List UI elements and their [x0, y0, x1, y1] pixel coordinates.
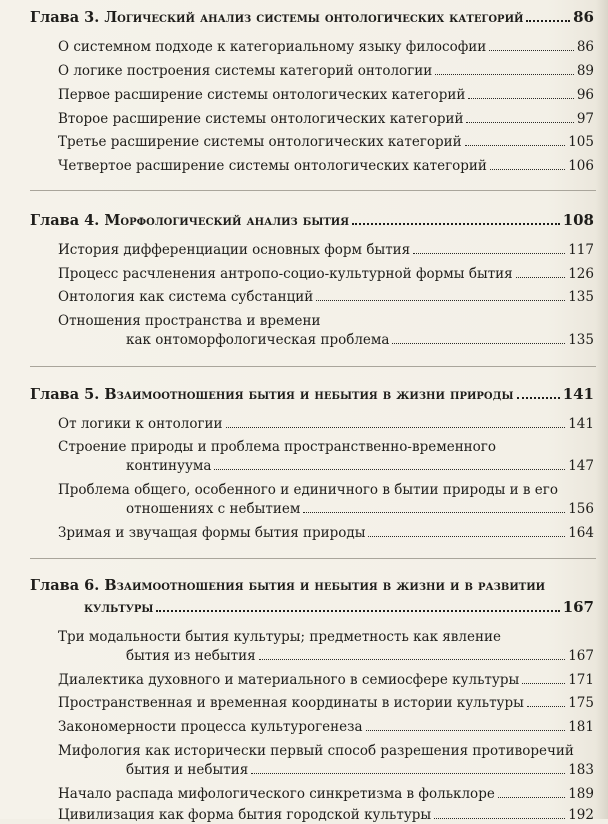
chapter-5-page: 141 — [562, 385, 594, 403]
toc-entry[interactable]: Четвертое расширение системы онтологических категорий 106 — [58, 158, 594, 174]
toc-entry[interactable]: От логики к онтологии 141 — [58, 416, 594, 432]
toc-entry[interactable]: Процесс расчленения антропо-социо-культурной формы бытия 126 — [58, 266, 594, 282]
section-divider — [30, 558, 596, 559]
leader-dots — [214, 469, 565, 470]
section-divider — [30, 190, 596, 191]
chapter-6-title-line1[interactable]: Глава 6. Взаимоотношения бытия и небытия в жизни и в развитии — [30, 577, 546, 594]
chapter-3-page: 86 — [573, 8, 594, 26]
toc-entry-line1[interactable]: Мифология как исторически первый способ разрешения противоречий — [58, 743, 574, 759]
chapter-4-page: 108 — [562, 211, 594, 229]
leader-dots — [435, 74, 574, 75]
chapter-6-title-line2: культуры — [84, 599, 154, 616]
leader-dots — [303, 512, 565, 513]
toc-entry[interactable]: Начало распада мифологического синкретизма в фольклоре 189 — [58, 786, 594, 802]
chapter-6-heading[interactable] — [84, 598, 594, 617]
toc-entry-line1[interactable]: Отношения пространства и времени — [58, 313, 321, 329]
toc-entry-line1[interactable]: Проблема общего, особенного и единичного в бытии природы и в его — [58, 482, 558, 498]
toc-entry[interactable]: бытия из небытия 167 — [126, 648, 594, 664]
toc-entry[interactable]: бытия и небытия 183 — [126, 762, 594, 778]
leader-dots — [368, 536, 565, 537]
leader-dots — [366, 730, 566, 731]
chapter-3-heading[interactable] — [30, 8, 594, 27]
leader-dots — [465, 145, 566, 146]
toc-entry[interactable]: История дифференциации основных форм бытия 117 — [58, 242, 594, 258]
leader-dots — [516, 277, 566, 278]
leader-dots — [392, 343, 565, 344]
chapter-4-title: Глава 4. Морфологический анализ бытия — [30, 212, 350, 229]
chapter-5-title: Глава 5. Взаимоотношения бытия и небытия в жизни природы — [30, 386, 514, 403]
toc-entry[interactable]: О системном подходе к категориальному языку философии 86 — [58, 39, 594, 55]
leader-dots — [316, 300, 565, 301]
chapter-3-title: Глава 3. Логический анализ системы онтологических категорий — [30, 9, 524, 26]
leader-dots — [413, 253, 565, 254]
toc-entry[interactable]: Зримая и звучащая формы бытия природы 164 — [58, 525, 594, 541]
toc-entry[interactable]: Онтология как система субстанций 135 — [58, 289, 594, 305]
toc-entry[interactable]: О логике построения системы категорий онтологии 89 — [58, 63, 594, 79]
toc-entry[interactable]: Первое расширение системы онтологических категорий 96 — [58, 87, 594, 103]
toc-entry[interactable]: Пространственная и временная координаты в истории культуры 175 — [58, 695, 594, 711]
toc-entry[interactable]: Закономерности процесса культурогенеза 181 — [58, 719, 594, 735]
toc-entry[interactable]: Цивилизация как форма бытия городской культуры 192 — [58, 807, 594, 823]
leader-dots — [489, 50, 574, 51]
leader-dots — [526, 20, 570, 22]
leader-dots — [352, 223, 560, 225]
toc-entry[interactable]: отношениях с небытием 156 — [126, 501, 594, 517]
toc-entry-line1[interactable]: Три модальности бытия культуры; предметность как явление — [58, 629, 501, 645]
leader-dots — [527, 706, 565, 707]
leader-dots — [522, 683, 565, 684]
leader-dots — [490, 169, 565, 170]
toc-entry[interactable]: Диалектика духовного и материального в семиосфере культуры 171 — [58, 672, 594, 688]
leader-dots — [468, 98, 573, 99]
leader-dots — [517, 397, 560, 399]
toc-entry[interactable]: как онтоморфологическая проблема 135 — [126, 332, 594, 348]
chapter-4-heading[interactable] — [30, 211, 594, 230]
toc-entry[interactable]: Третье расширение системы онтологических категорий 105 — [58, 134, 594, 150]
chapter-6-page: 167 — [562, 598, 594, 616]
section-divider — [30, 366, 596, 367]
chapter-5-heading[interactable] — [30, 385, 594, 404]
leader-dots — [156, 610, 559, 612]
toc-entry-line1[interactable]: Строение природы и проблема пространственно-временного — [58, 439, 497, 455]
leader-dots — [466, 122, 573, 123]
toc-entry[interactable]: Второе расширение системы онтологических категорий 97 — [58, 111, 594, 127]
leader-dots — [251, 773, 565, 774]
leader-dots — [226, 427, 566, 428]
toc-entry[interactable]: континуума 147 — [126, 458, 594, 474]
page-edge-shadow — [596, 0, 608, 819]
leader-dots — [498, 797, 565, 798]
leader-dots — [259, 659, 566, 660]
